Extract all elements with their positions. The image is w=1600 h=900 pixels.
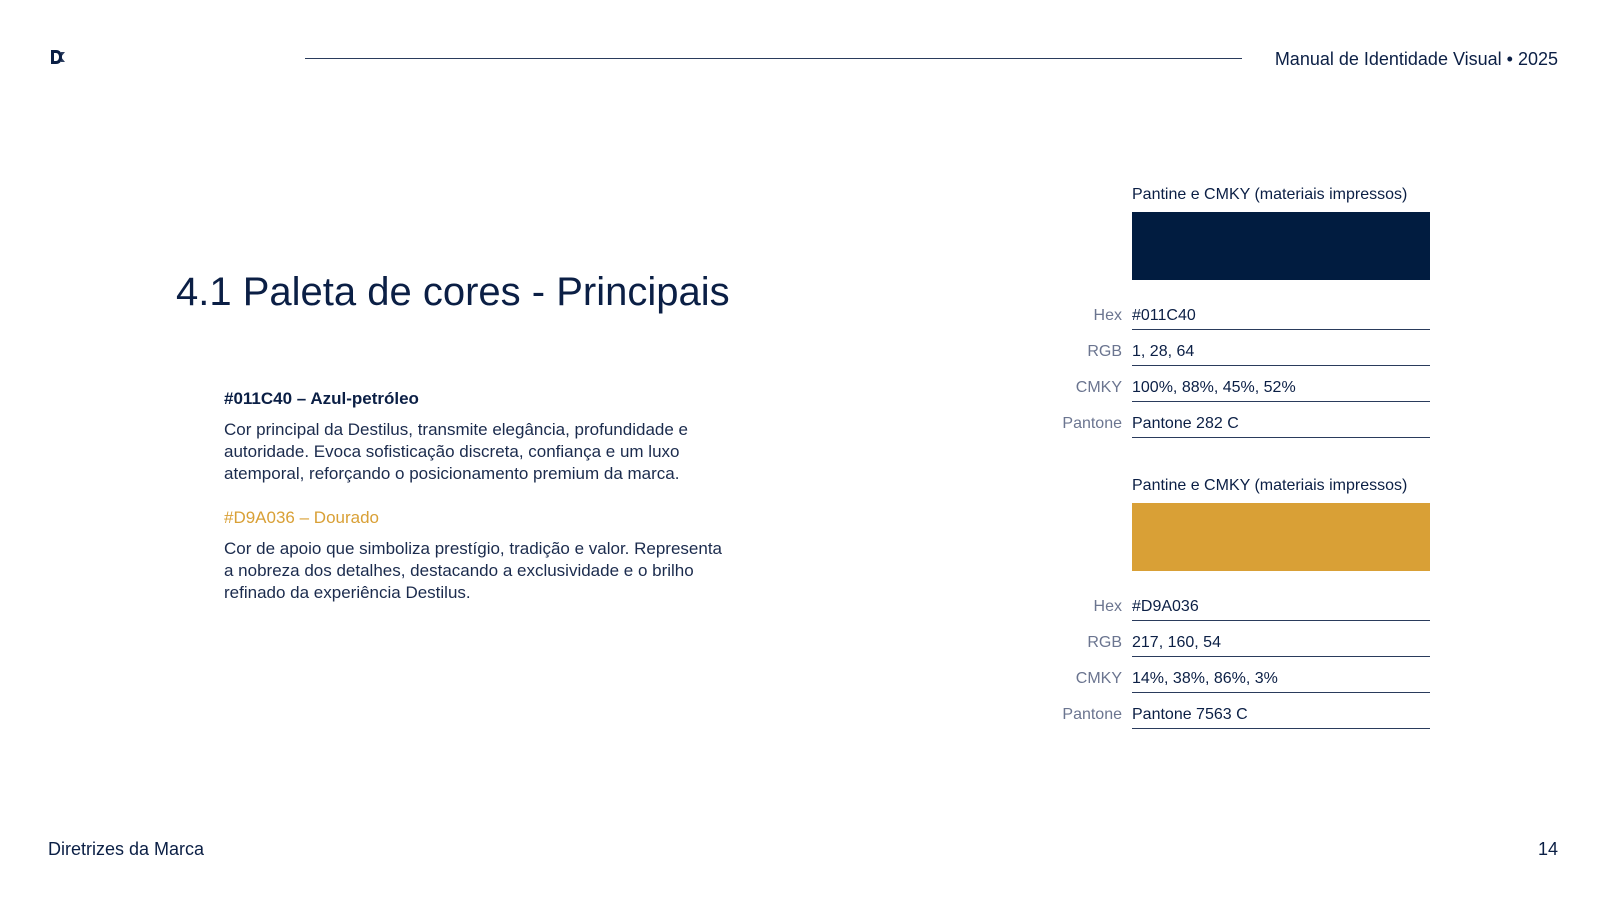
accent-color-description — [224, 506, 724, 604]
spec-label: RGB — [1087, 634, 1122, 651]
spec-row-cmky — [1030, 657, 1430, 693]
document-title: Manual de Identidade Visual • 2025 — [1274, 49, 1558, 69]
spec-label: CMKY — [1075, 379, 1122, 396]
spec-row-pantone — [1030, 693, 1430, 729]
palette-caption: Pantine e CMKY (materiais impressos) — [1132, 477, 1408, 494]
spec-value: 100%, 88%, 45%, 52% — [1132, 377, 1430, 402]
spec-value: #D9A036 — [1132, 596, 1430, 621]
page-number: 14 — [1537, 839, 1558, 859]
spec-row-rgb — [1030, 621, 1430, 657]
primary-color-body: Cor principal da Destilus, transmite elegância, profundidade e autoridade. Evoca sofisticação discreta, confiança e um luxo atemporal, reforçando o posicionamento premium da marca. — [224, 420, 688, 483]
accent-color-body: Cor de apoio que simboliza prestígio, tradição e valor. Representa a nobreza dos detalhes, destacando a exclusividade e o brilho refinado da experiência Destilus. — [224, 539, 723, 602]
spec-label: RGB — [1087, 343, 1122, 360]
spec-label: Pantone — [1062, 706, 1122, 723]
spec-row-hex — [1030, 585, 1430, 621]
color-spec-table — [1030, 585, 1430, 729]
spec-label: CMKY — [1075, 670, 1122, 687]
spec-row-rgb — [1030, 330, 1430, 366]
destilus-monogram-icon — [48, 47, 68, 67]
primary-color-heading: #011C40 – Azul-petróleo — [224, 389, 419, 408]
color-descriptions — [224, 387, 724, 625]
spec-value: 1, 28, 64 — [1132, 341, 1430, 366]
page-title: 4.1 Paleta de cores - Principais — [176, 270, 730, 314]
spec-value: 217, 160, 54 — [1132, 632, 1430, 657]
spec-value: #011C40 — [1132, 305, 1430, 330]
spec-value: 14%, 38%, 86%, 3% — [1132, 668, 1430, 693]
palette-card-primary — [1030, 184, 1430, 438]
palette-card-accent — [1030, 475, 1430, 729]
spec-label: Hex — [1093, 307, 1122, 324]
primary-color-description — [224, 387, 724, 485]
color-swatch-primary — [1132, 212, 1430, 280]
header-divider — [305, 58, 1242, 59]
spec-row-pantone — [1030, 402, 1430, 438]
palette-caption: Pantine e CMKY (materiais impressos) — [1132, 186, 1408, 203]
accent-color-heading: #D9A036 – Dourado — [224, 508, 380, 527]
spec-value: Pantone 7563 C — [1132, 704, 1430, 729]
spec-value: Pantone 282 C — [1132, 413, 1430, 438]
spec-label: Pantone — [1062, 415, 1122, 432]
spec-row-hex — [1030, 294, 1430, 330]
spec-row-cmky — [1030, 366, 1430, 402]
footer-section-label: Diretrizes da Marca — [48, 839, 205, 859]
color-swatch-accent — [1132, 503, 1430, 571]
color-spec-table — [1030, 294, 1430, 438]
spec-label: Hex — [1093, 598, 1122, 615]
